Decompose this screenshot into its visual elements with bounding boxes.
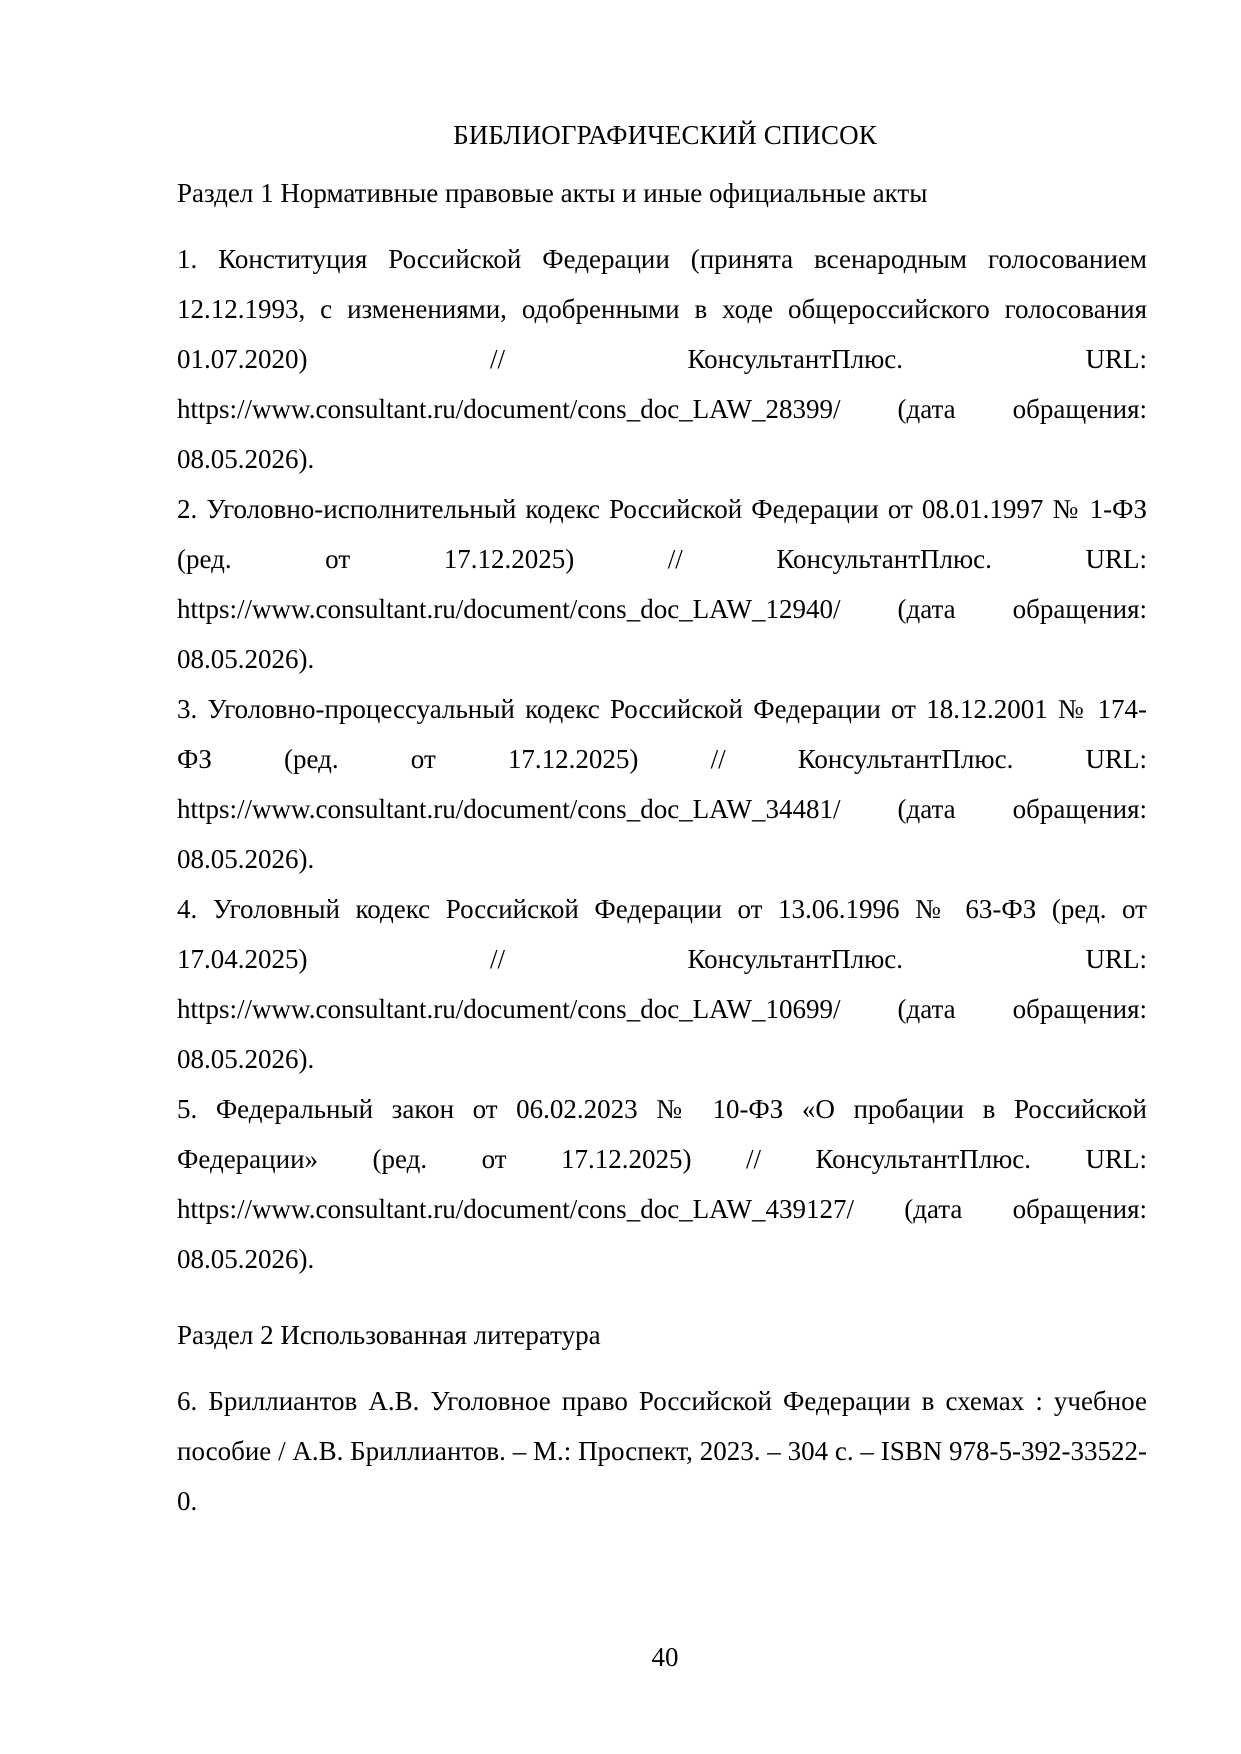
bibliography-entry: 1. Конституция Российской Федерации (принята всенародным голосованием 12.12.1993, с изменениями, одобренными в ходе общероссийского голосования 01.07.2020) // КонсультантПлюс. URL: https://www.consultant.ru/document/cons_doc_LAW_28399/ (дата обращения: 08.05.2026).: [177, 244, 1147, 474]
page-title: БИБЛИОГРАФИЧЕСКИЙ СПИСОК: [453, 120, 877, 150]
bibliography-list-normative-acts: [177, 234, 1147, 1284]
bibliography-entry: 6. Бриллиантов А.В. Уголовное право Российской Федерации в схемах : учебное пособие / А.В. Бриллиантов. – М.: Проспект, 2023. – 304 с. – ISBN 978-5-392-33522-0.: [177, 1386, 1147, 1516]
section-heading-normative-acts: Раздел 1 Нормативные правовые акты и иные официальные акты: [177, 178, 928, 208]
section-heading-literature: Раздел 2 Использованная литература: [177, 1320, 601, 1350]
bibliography-entry: 3. Уголовно-процессуальный кодекс Российской Федерации от 18.12.2001 № 174-ФЗ (ред. от 17.12.2025) // КонсультантПлюс. URL: https://www.consultant.ru/document/cons_doc_LAW_34481/ (дата обращения: 08.05.2026).: [177, 694, 1147, 874]
page-number: 40: [651, 1642, 679, 1672]
bibliography-entry: 2. Уголовно-исполнительный кодекс Российской Федерации от 08.01.1997 № 1-ФЗ (ред. от 17.12.2025) // КонсультантПлюс. URL: https://www.consultant.ru/document/cons_doc_LAW_12940/ (дата обращения: 08.05.2026).: [177, 494, 1147, 674]
bibliography-entry: 5. Федеральный закон от 06.02.2023 № 10-ФЗ «О пробации в Российской Федерации» (ред. от 17.12.2025) // КонсультантПлюс. URL: https://www.consultant.ru/document/cons_doc_LAW_439127/ (дата обращения: 08.05.2026).: [177, 1094, 1147, 1274]
bibliography-entry: 4. Уголовный кодекс Российской Федерации от 13.06.1996 № 63-ФЗ (ред. от 17.04.2025) // КонсультантПлюс. URL: https://www.consultant.ru/document/cons_doc_LAW_10699/ (дата обращения: 08.05.2026).: [177, 894, 1147, 1074]
bibliography-list-literature: [177, 1376, 1147, 1526]
